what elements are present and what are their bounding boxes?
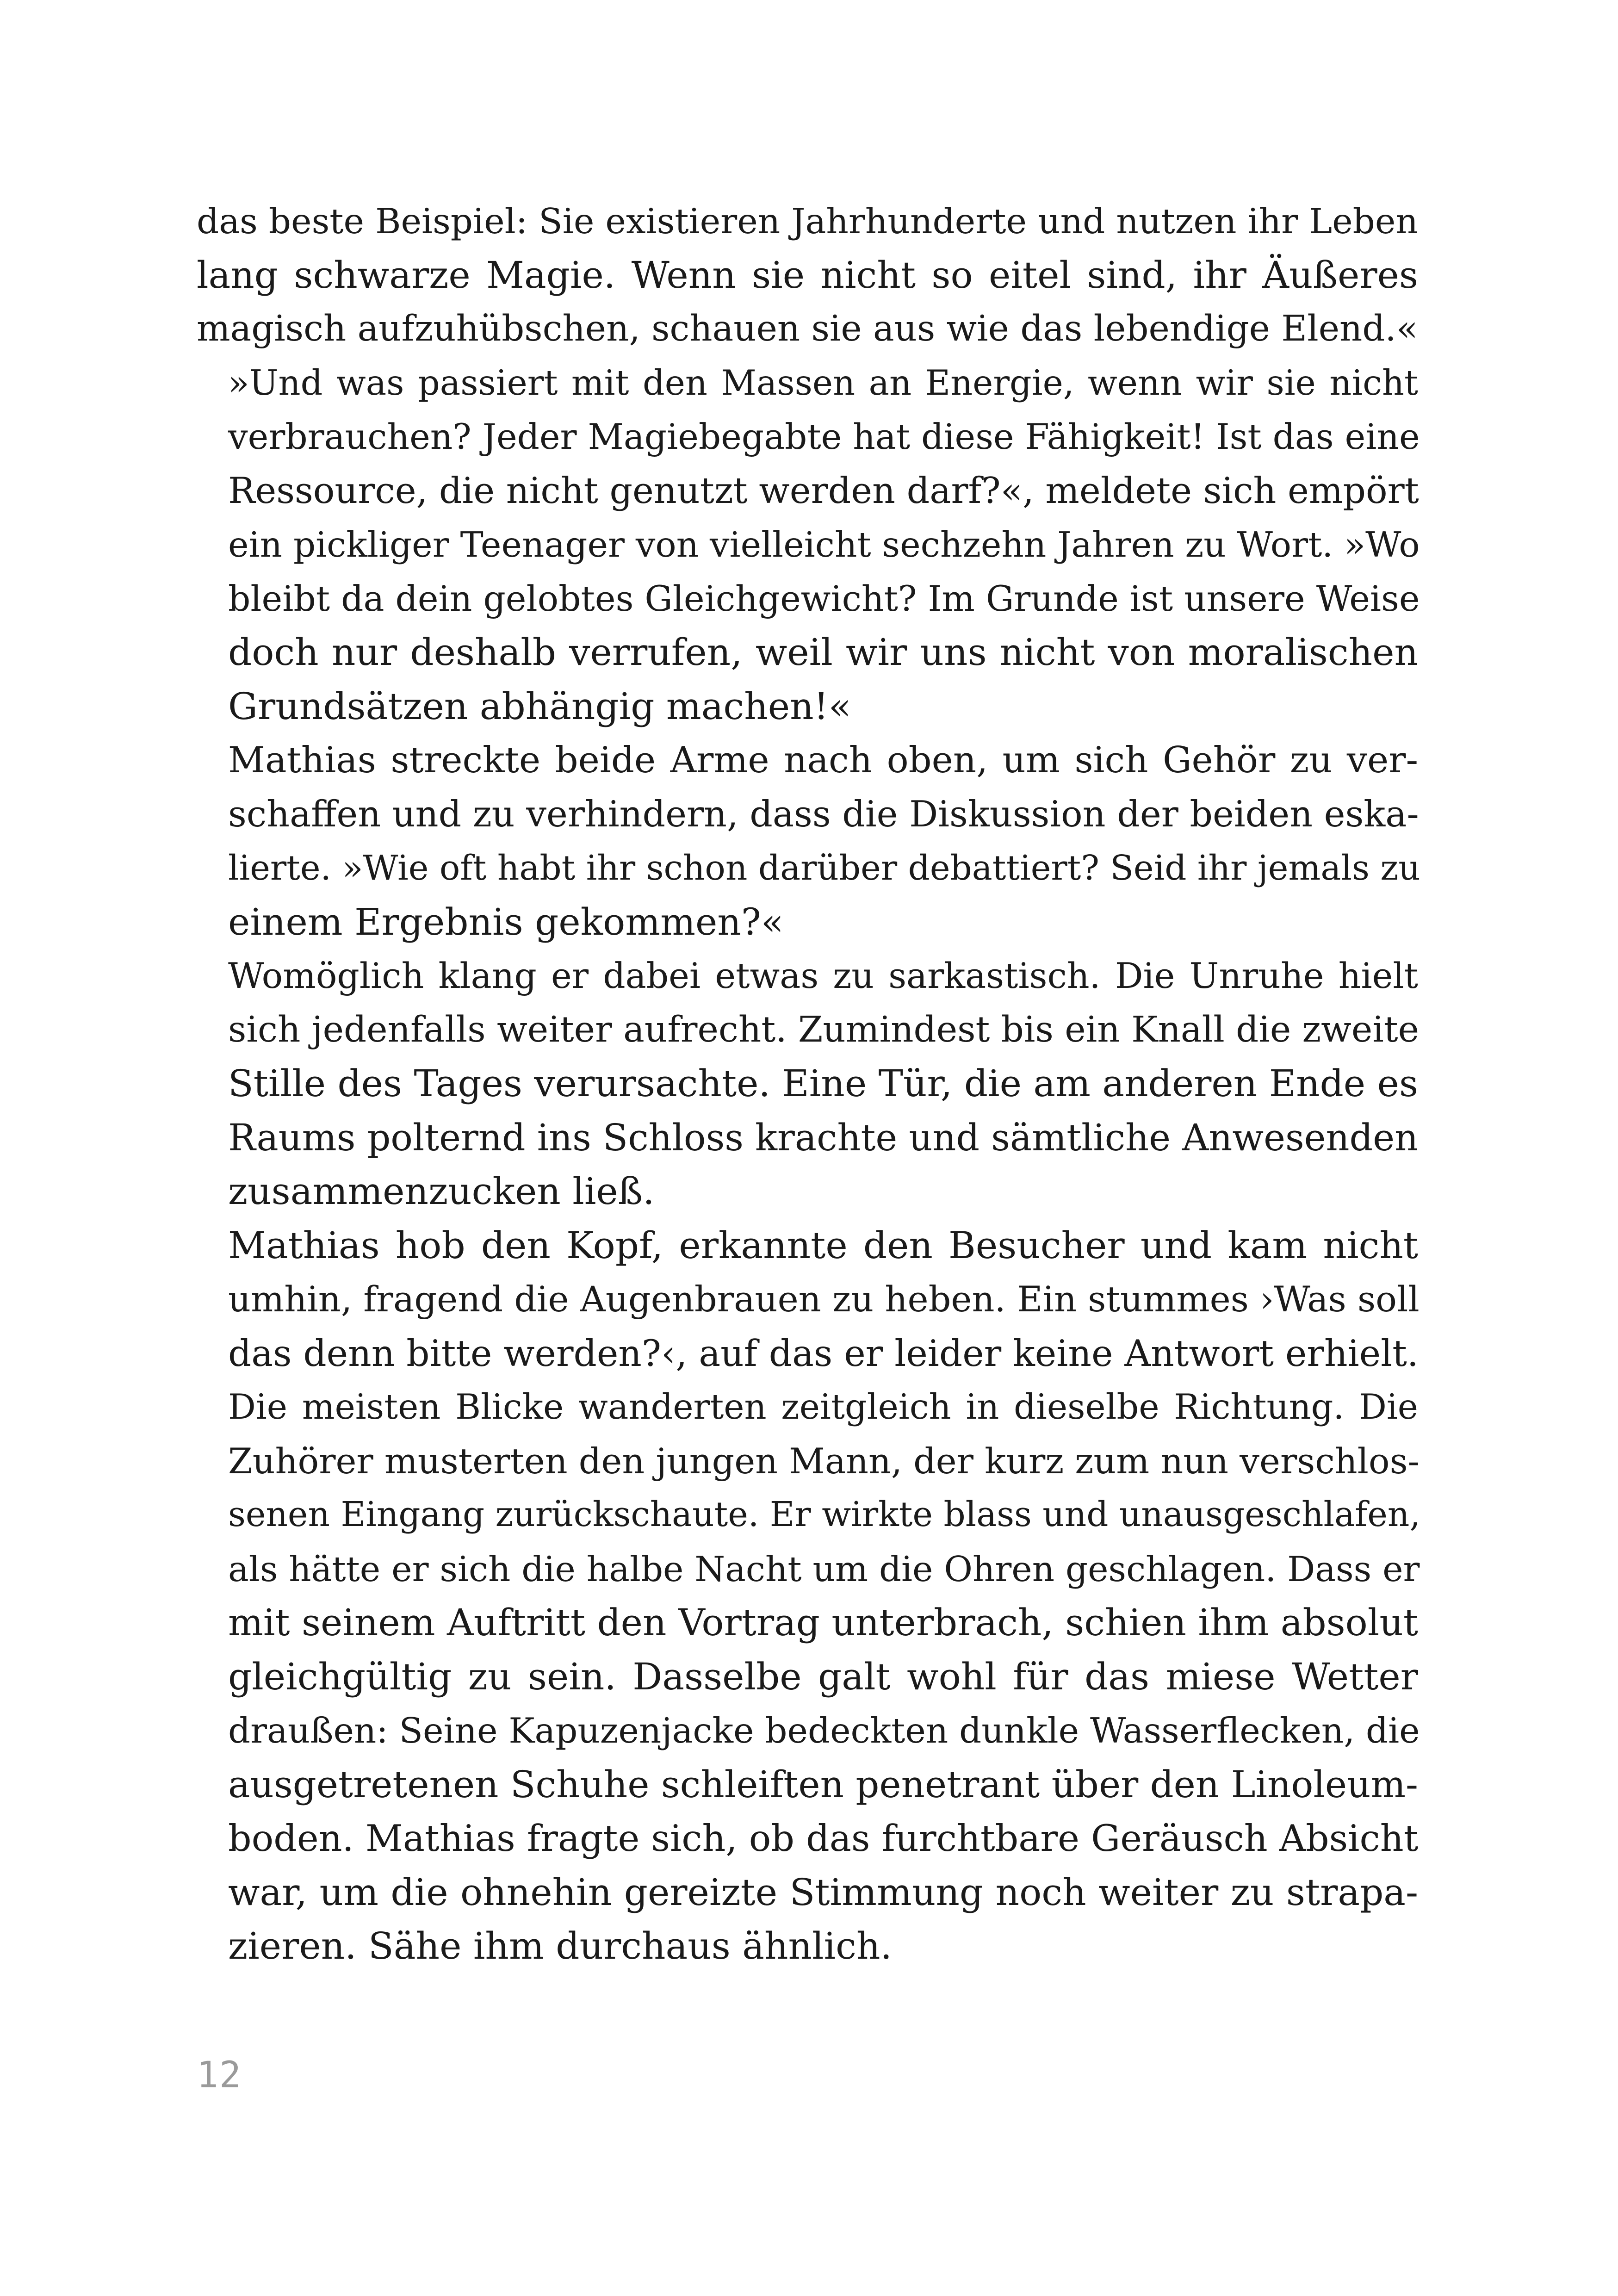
text-line: draußen: Seine Kapuzenjacke bedeckten dunkle Wasserflecken, die — [228, 1710, 1420, 1751]
text-line: Womöglich klang er dabei etwas zu sarkastisch. Die Unruhe hielt — [228, 956, 1418, 996]
text-line: doch nur deshalb verrufen, weil wir uns nicht von moralischen — [228, 631, 1418, 674]
paragraph-4 — [197, 949, 1418, 1219]
body-text — [197, 194, 1418, 1973]
text-line: zieren. Sähe ihm durchaus ähnlich. — [228, 1924, 892, 1967]
paragraph-1 — [197, 194, 1418, 356]
text-line: Raums polternd ins Schloss krachte und sämtliche Anwesenden — [228, 1116, 1419, 1159]
paragraph-6 — [197, 1380, 1418, 1973]
text-line: boden. Mathias fragte sich, ob das furchtbare Geräusch Absicht — [228, 1817, 1419, 1860]
text-line: sich jedenfalls weiter aufrecht. Zumindest bis ein Knall die zweite — [228, 1009, 1420, 1050]
text-line: magisch aufzuhübschen, schauen sie aus wie das lebendige Elend.« — [197, 308, 1418, 349]
text-line: als hätte er sich die halbe Nacht um die Ohren geschlagen. Dass er — [228, 1548, 1420, 1589]
page-number: 12 — [197, 2054, 242, 2096]
text-line: senen Eingang zurückschaute. Er wirkte blass und unausgeschlafen, — [228, 1495, 1420, 1534]
text-line: Stille des Tages verursachte. Eine Tür, die am anderen Ende es — [228, 1062, 1418, 1105]
text-line: schaffen und zu verhindern, dass die Diskussion der beiden eska- — [228, 793, 1419, 835]
text-line: gleichgültig zu sein. Dasselbe galt wohl für das miese Wetter — [228, 1655, 1418, 1698]
text-line: Grundsätzen abhängig machen!« — [228, 684, 851, 728]
text-line: das beste Beispiel: Sie existieren Jahrhunderte und nutzen ihr Leben — [197, 201, 1418, 242]
text-line: ausgetretenen Schuhe schleiften penetrant über den Linoleum- — [228, 1762, 1418, 1806]
paragraph-2 — [197, 356, 1418, 734]
text-line: Mathias hob den Kopf, erkannte den Besucher und kam nicht — [228, 1223, 1418, 1267]
text-line: war, um die ohnehin gereizte Stimmung noch weiter zu strapa- — [228, 1870, 1418, 1914]
paragraph-5 — [197, 1219, 1418, 1381]
text-line: mit seinem Auftritt den Vortrag unterbrach, schien ihm absolut — [228, 1601, 1418, 1644]
text-line: ein pickliger Teenager von vielleicht sechzehn Jahren zu Wort. »Wo — [228, 524, 1420, 565]
text-line: Mathias streckte beide Arme nach oben, um sich Gehör zu ver- — [228, 739, 1418, 781]
text-line: lierte. »Wie oft habt ihr schon darüber debattiert? Seid ihr jemals zu — [228, 848, 1420, 888]
text-line: Ressource, die nicht genutzt werden darf?«, meldete sich empört — [228, 470, 1419, 512]
text-line: verbrauchen? Jeder Magiebegabte hat diese Fähigkeit! Ist das eine — [228, 416, 1420, 457]
text-line: das denn bitte werden?‹, auf das er leider keine Antwort erhielt. — [228, 1332, 1419, 1375]
text-line: Die meisten Blicke wanderten zeitgleich in dieselbe Richtung. Die — [228, 1387, 1418, 1427]
text-line: einem Ergebnis gekommen?« — [228, 900, 784, 943]
text-line: bleibt da dein gelobtes Gleichgewicht? Im Grunde ist unsere Weise — [228, 578, 1420, 619]
text-line: umhin, fragend die Augenbrauen zu heben. Ein stummes ›Was soll — [228, 1278, 1420, 1320]
text-line: Zuhörer musterten den jungen Mann, der kurz zum nun verschlos- — [228, 1440, 1420, 1482]
text-line: zusammenzucken ließ. — [228, 1170, 655, 1213]
text-line: lang schwarze Magie. Wenn sie nicht so eitel sind, ihr Äußeres — [197, 253, 1418, 297]
paragraph-3 — [197, 733, 1418, 949]
text-line: »Und was passiert mit den Massen an Energie, wenn wir sie nicht — [228, 362, 1418, 403]
